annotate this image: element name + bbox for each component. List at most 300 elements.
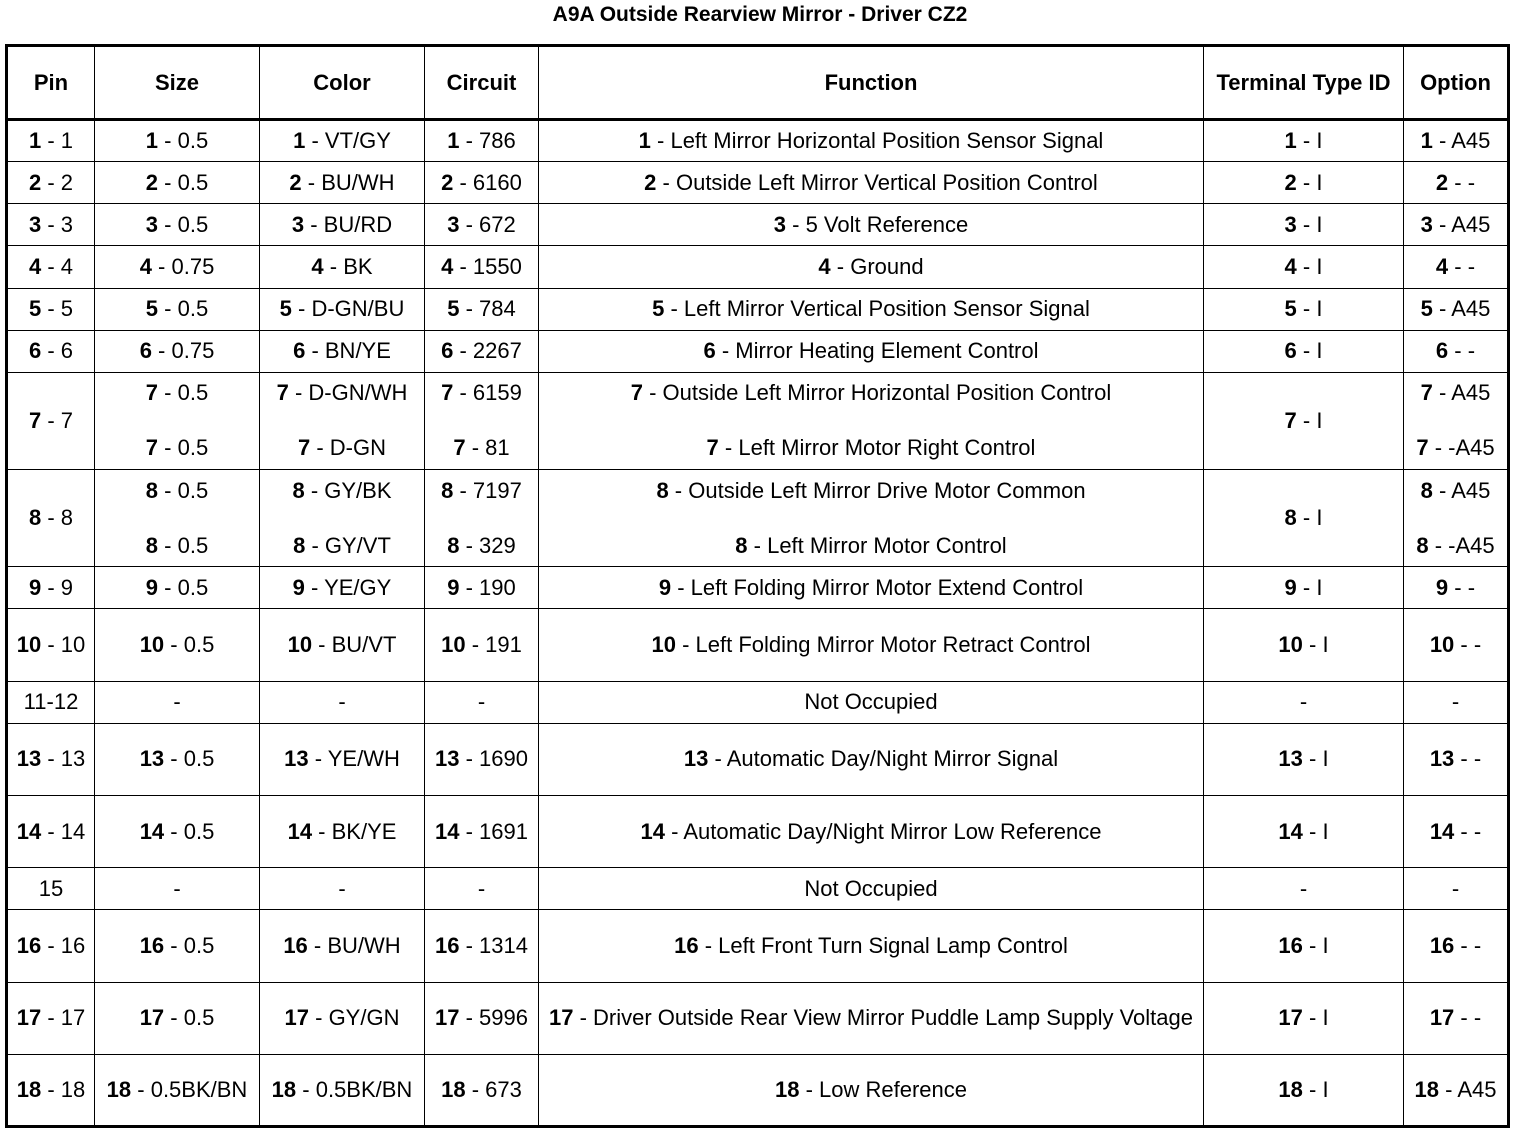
- size-value-text: -: [173, 689, 181, 715]
- cell-terminal: [1204, 204, 1404, 246]
- terminal-value-text: -: [1299, 689, 1308, 715]
- circuit-value: [428, 252, 535, 282]
- circuit-value: [428, 531, 535, 561]
- size-value: [98, 1003, 256, 1033]
- circuit-value: [428, 744, 535, 774]
- table-row: [7, 868, 1509, 910]
- cell-pin: [7, 609, 95, 681]
- color-value-text: - BU/VT: [312, 632, 397, 658]
- color-value-text: - GY/GN: [309, 1005, 400, 1031]
- size-value: [98, 252, 256, 282]
- function-value: [542, 817, 1200, 847]
- cell-function: [539, 162, 1204, 204]
- cell-pin: [7, 982, 95, 1054]
- color-value-number: 14: [287, 818, 313, 844]
- cell-function: [539, 609, 1204, 681]
- circuit-value-number: 1: [447, 128, 460, 154]
- size-value: [98, 126, 256, 156]
- cell-pin: [7, 120, 95, 162]
- size-value-number: 1: [145, 128, 159, 154]
- color-value-number: 9: [292, 574, 305, 600]
- size-value: [98, 573, 256, 603]
- color-value-number: 13: [284, 746, 309, 772]
- size-value-number: 9: [145, 574, 159, 600]
- option-value-text: - A45: [1432, 380, 1491, 406]
- table-row: [7, 288, 1509, 330]
- terminal-value-text: - I: [1296, 169, 1323, 195]
- size-value-text: - 0.75: [151, 338, 215, 364]
- option-value: [1407, 1003, 1504, 1033]
- option-value: [1407, 573, 1504, 603]
- circuit-value-number: 8: [441, 477, 454, 503]
- pin-value: [11, 1003, 91, 1033]
- pin-value-text: - 4: [41, 253, 74, 279]
- function-value-text: - Outside Left Mirror Drive Motor Common: [668, 477, 1086, 503]
- function-value: [542, 210, 1200, 240]
- circuit-value-number: 9: [447, 574, 460, 600]
- option-value-number: 17: [1429, 1005, 1455, 1031]
- cell-terminal: [1204, 288, 1404, 330]
- terminal-value-number: 4: [1284, 253, 1297, 279]
- color-value: [263, 336, 421, 366]
- color-value-text: - BK/YE: [312, 818, 397, 844]
- cell-function: [539, 868, 1204, 910]
- terminal-value-number: 9: [1284, 574, 1297, 600]
- option-value-text: -: [1451, 689, 1460, 715]
- cell-color: [260, 609, 425, 681]
- pin-value: [11, 817, 91, 847]
- cell-function: [539, 910, 1204, 982]
- pinout-table: [5, 44, 1510, 1128]
- size-value-number: 8: [145, 532, 159, 558]
- option-value-text: - -: [1448, 338, 1476, 364]
- function-value: [542, 252, 1200, 282]
- pin-value-text: - 10: [41, 632, 86, 658]
- circuit-value: [428, 931, 535, 961]
- size-value: [98, 531, 256, 561]
- color-value-text: - D-GN/BU: [291, 296, 405, 322]
- circuit-value: [428, 210, 535, 240]
- size-value: [98, 687, 256, 717]
- cell-circuit: [425, 204, 539, 246]
- cell-size: [95, 910, 260, 982]
- color-value-number: 5: [279, 296, 292, 322]
- cell-circuit: [425, 609, 539, 681]
- color-value: [263, 1075, 421, 1105]
- pin-value-text: 15: [38, 875, 64, 901]
- header-pin: Pin: [7, 46, 95, 120]
- option-value: [1407, 1075, 1504, 1105]
- size-value-text: - 0.5: [158, 296, 209, 322]
- color-value: [263, 378, 421, 408]
- color-value-number: 6: [293, 338, 306, 364]
- circuit-value-number: 4: [441, 253, 454, 279]
- cell-size: [95, 288, 260, 330]
- circuit-value-text: - 6160: [453, 169, 522, 195]
- pin-value-number: 4: [28, 253, 42, 279]
- option-value-text: - A45: [1432, 296, 1491, 322]
- pin-value-number: 5: [28, 296, 42, 322]
- circuit-value: [428, 1003, 535, 1033]
- color-value-text: - BU/WH: [301, 169, 395, 195]
- function-value: [542, 433, 1200, 463]
- terminal-value-number: 16: [1278, 932, 1303, 958]
- circuit-value: [428, 630, 535, 660]
- circuit-value: [428, 1075, 535, 1105]
- cell-color: [260, 982, 425, 1054]
- pin-value-number: 9: [28, 574, 42, 600]
- size-value-number: 10: [139, 632, 165, 658]
- function-value-text: - Low Reference: [799, 1076, 967, 1102]
- table-row: [7, 723, 1509, 795]
- color-value: [263, 531, 421, 561]
- size-value-text: - 0.5: [158, 435, 209, 461]
- circuit-value-text: - 7197: [453, 477, 522, 503]
- cell-option: [1404, 609, 1509, 681]
- terminal-value-text: - I: [1296, 296, 1323, 322]
- pin-value: [11, 1075, 91, 1105]
- size-value-number: 7: [145, 380, 159, 406]
- circuit-value-number: 5: [447, 296, 460, 322]
- terminal-value: [1207, 687, 1400, 717]
- option-value-text: - A45: [1432, 128, 1491, 154]
- size-value-text: - 0.5: [158, 128, 209, 154]
- cell-size: [95, 723, 260, 795]
- terminal-value: [1207, 573, 1400, 603]
- circuit-value-text: -: [477, 689, 486, 715]
- circuit-value: [428, 874, 535, 904]
- pin-value-number: 2: [28, 169, 42, 195]
- color-value-number: 3: [291, 211, 305, 237]
- color-value-number: 8: [292, 477, 305, 503]
- terminal-value: [1207, 1003, 1400, 1033]
- function-value-number: 2: [644, 169, 657, 195]
- function-value-number: 16: [674, 932, 699, 958]
- pin-value-text: - 18: [41, 1076, 86, 1102]
- pin-value-number: 18: [16, 1076, 42, 1102]
- color-value-number: 4: [311, 253, 324, 279]
- table-row: [7, 910, 1509, 982]
- cell-option: [1404, 567, 1509, 609]
- circuit-value-text: - 6159: [453, 380, 522, 406]
- option-value-number: 14: [1429, 818, 1455, 844]
- cell-terminal: [1204, 120, 1404, 162]
- cell-terminal: [1204, 868, 1404, 910]
- option-value-text: - A45: [1432, 477, 1491, 503]
- size-value-number: 6: [139, 338, 152, 364]
- pin-value-text: - 1: [41, 128, 74, 154]
- cell-terminal: [1204, 246, 1404, 288]
- circuit-value-number: 2: [441, 169, 454, 195]
- pin-value: [11, 503, 91, 533]
- cell-size: [95, 982, 260, 1054]
- size-value: [98, 433, 256, 463]
- option-value: [1407, 336, 1504, 366]
- size-value: [98, 476, 256, 506]
- pin-value-number: 17: [16, 1005, 42, 1031]
- terminal-value: [1207, 336, 1400, 366]
- circuit-value: [428, 433, 535, 463]
- function-value-number: 5: [652, 296, 665, 322]
- terminal-value-text: - I: [1302, 1005, 1329, 1031]
- table-row: [7, 120, 1509, 162]
- option-value-text: - -: [1454, 818, 1482, 844]
- color-value: [263, 433, 421, 463]
- circuit-value: [428, 687, 535, 717]
- size-value-number: 4: [139, 253, 152, 279]
- cell-circuit: [425, 723, 539, 795]
- pin-value-number: 3: [28, 211, 42, 237]
- function-value: [542, 531, 1200, 561]
- size-value-text: - 0.5: [158, 211, 209, 237]
- option-value: [1407, 531, 1504, 561]
- header-terminal-type-id: Terminal Type ID: [1204, 46, 1404, 120]
- terminal-value: [1207, 630, 1400, 660]
- circuit-value-text: - 1690: [459, 746, 528, 772]
- pin-value-text: - 16: [41, 932, 86, 958]
- pin-value-text: - 2: [41, 169, 74, 195]
- pin-value-text: - 7: [41, 407, 74, 433]
- cell-function: [539, 246, 1204, 288]
- header-circuit: Circuit: [425, 46, 539, 120]
- option-value-number: 10: [1429, 632, 1455, 658]
- option-value-text: -: [1451, 875, 1460, 901]
- color-value-text: -: [338, 689, 346, 715]
- size-value-text: - 0.5: [164, 818, 215, 844]
- cell-terminal: [1204, 162, 1404, 204]
- cell-option: [1404, 910, 1509, 982]
- terminal-value-text: - I: [1302, 632, 1329, 658]
- cell-function: [539, 120, 1204, 162]
- cell-pin: [7, 795, 95, 867]
- circuit-value: [428, 817, 535, 847]
- size-value-number: 18: [106, 1076, 132, 1102]
- table-row: [7, 470, 1509, 567]
- option-value-text: - -: [1454, 932, 1482, 958]
- circuit-value-number: 7: [453, 435, 466, 461]
- size-value-number: 7: [145, 435, 159, 461]
- terminal-value-number: 17: [1278, 1005, 1303, 1031]
- function-value-text: Not Occupied: [804, 875, 938, 901]
- size-value: [98, 1075, 256, 1105]
- terminal-value-number: 1: [1284, 128, 1297, 154]
- function-value: [542, 687, 1200, 717]
- cell-circuit: [425, 162, 539, 204]
- cell-circuit: [425, 681, 539, 723]
- color-value-number: 2: [289, 169, 302, 195]
- size-value-text: - 0.5: [164, 932, 215, 958]
- function-value: [542, 874, 1200, 904]
- cell-circuit: [425, 246, 539, 288]
- cell-color: [260, 204, 425, 246]
- option-value: [1407, 687, 1504, 717]
- function-value-number: 8: [735, 532, 748, 558]
- option-value-number: 7: [1420, 380, 1433, 406]
- cell-function: [539, 1054, 1204, 1126]
- terminal-value-number: 8: [1284, 505, 1297, 531]
- function-value-text: - Left Folding Mirror Motor Extend Control: [671, 574, 1084, 600]
- table-row: [7, 372, 1509, 469]
- option-value-text: - -: [1448, 169, 1476, 195]
- terminal-value-text: - I: [1302, 818, 1329, 844]
- option-value: [1407, 210, 1504, 240]
- function-value-number: 17: [548, 1005, 574, 1031]
- circuit-value-number: 3: [447, 211, 460, 237]
- color-value-number: 7: [276, 380, 289, 406]
- size-value: [98, 931, 256, 961]
- cell-option: [1404, 1054, 1509, 1126]
- cell-color: [260, 910, 425, 982]
- table-row: [7, 330, 1509, 372]
- cell-size: [95, 330, 260, 372]
- size-value: [98, 744, 256, 774]
- function-value: [542, 931, 1200, 961]
- cell-function: [539, 795, 1204, 867]
- color-value-text: -: [338, 875, 346, 901]
- cell-size: [95, 681, 260, 723]
- pin-value-text: - 14: [41, 818, 86, 844]
- function-value-number: 13: [683, 746, 709, 772]
- function-value: [542, 294, 1200, 324]
- terminal-value: [1207, 210, 1400, 240]
- size-value-number: 5: [145, 296, 159, 322]
- circuit-value: [428, 476, 535, 506]
- pin-value-text: - 8: [41, 505, 74, 531]
- terminal-value-number: 14: [1278, 818, 1303, 844]
- circuit-value-number: 7: [441, 380, 454, 406]
- color-value-text: - BN/YE: [305, 338, 391, 364]
- cell-function: [539, 204, 1204, 246]
- cell-size: [95, 120, 260, 162]
- option-value-text: - -: [1448, 253, 1476, 279]
- circuit-value-text: - 190: [459, 574, 516, 600]
- size-value-text: - 0.5: [158, 169, 209, 195]
- terminal-value-number: 2: [1284, 169, 1297, 195]
- color-value-text: - D-GN/WH: [288, 380, 408, 406]
- pin-value: [11, 406, 91, 436]
- circuit-value-text: - 5996: [459, 1005, 528, 1031]
- pin-value: [11, 252, 91, 282]
- table-row: [7, 681, 1509, 723]
- circuit-value-number: 17: [435, 1005, 460, 1031]
- color-value-text: - GY/BK: [304, 477, 392, 503]
- page-title: A9A Outside Rearview Mirror - Driver CZ2: [552, 3, 968, 26]
- cell-circuit: [425, 470, 539, 567]
- function-value: [542, 744, 1200, 774]
- circuit-value: [428, 126, 535, 156]
- function-value: [542, 630, 1200, 660]
- cell-pin: [7, 910, 95, 982]
- size-value-text: - 0.5: [164, 1005, 215, 1031]
- cell-terminal: [1204, 567, 1404, 609]
- option-value-number: 2: [1435, 169, 1449, 195]
- color-value: [263, 168, 421, 198]
- cell-size: [95, 246, 260, 288]
- color-value-number: 17: [284, 1005, 310, 1031]
- function-value-number: 7: [630, 380, 643, 406]
- circuit-value-number: 16: [435, 932, 460, 958]
- function-value-text: - Left Front Turn Signal Lamp Control: [698, 932, 1068, 958]
- size-value-number: 17: [139, 1005, 165, 1031]
- color-value: [263, 874, 421, 904]
- function-value-number: 1: [638, 128, 651, 154]
- table-row: [7, 795, 1509, 867]
- circuit-value: [428, 294, 535, 324]
- terminal-value-text: - I: [1302, 932, 1329, 958]
- function-value-text: - Outside Left Mirror Horizontal Position Control: [642, 380, 1112, 406]
- function-value-number: 8: [656, 477, 669, 503]
- function-value-text: - Driver Outside Rear View Mirror Puddle Lamp Supply Voltage: [573, 1005, 1194, 1031]
- cell-pin: [7, 567, 95, 609]
- color-value: [263, 1003, 421, 1033]
- terminal-value: [1207, 744, 1400, 774]
- color-value-number: 7: [297, 435, 311, 461]
- terminal-value-text: -: [1299, 875, 1308, 901]
- function-value-number: 9: [658, 574, 672, 600]
- cell-terminal: [1204, 609, 1404, 681]
- cell-color: [260, 1054, 425, 1126]
- function-value-text: - Mirror Heating Element Control: [715, 338, 1039, 364]
- function-value: [542, 1075, 1200, 1105]
- terminal-value: [1207, 1075, 1400, 1105]
- circuit-value-text: -: [477, 875, 486, 901]
- cell-size: [95, 470, 260, 567]
- option-value: [1407, 744, 1504, 774]
- option-value-text: - -: [1454, 632, 1482, 658]
- terminal-value-text: - I: [1302, 1076, 1329, 1102]
- cell-size: [95, 609, 260, 681]
- color-value-text: - GY/VT: [305, 532, 391, 558]
- size-value: [98, 874, 256, 904]
- size-value-text: - 0.5: [158, 380, 209, 406]
- terminal-value: [1207, 931, 1400, 961]
- cell-terminal: [1204, 330, 1404, 372]
- option-value-text: - -: [1454, 1005, 1482, 1031]
- pin-value-text: - 13: [41, 746, 86, 772]
- size-value-number: 13: [139, 746, 165, 772]
- option-value: [1407, 874, 1504, 904]
- terminal-value: [1207, 817, 1400, 847]
- size-value-number: 2: [145, 169, 159, 195]
- pin-value: [11, 210, 91, 240]
- table-row: [7, 982, 1509, 1054]
- cell-terminal: [1204, 910, 1404, 982]
- color-value-number: 1: [293, 128, 306, 154]
- terminal-value-text: - I: [1296, 253, 1323, 279]
- circuit-value: [428, 168, 535, 198]
- option-value-number: 7: [1416, 435, 1429, 461]
- function-value-number: 18: [774, 1076, 800, 1102]
- cell-color: [260, 120, 425, 162]
- pin-value-number: 8: [28, 505, 42, 531]
- size-value: [98, 378, 256, 408]
- pin-value: [11, 126, 91, 156]
- cell-pin: [7, 681, 95, 723]
- size-value-text: - 0.75: [151, 253, 215, 279]
- color-value-text: - BU/RD: [304, 211, 393, 237]
- cell-option: [1404, 795, 1509, 867]
- cell-terminal: [1204, 681, 1404, 723]
- function-value-number: 10: [651, 632, 676, 658]
- cell-circuit: [425, 567, 539, 609]
- circuit-value-text: - 784: [459, 296, 516, 322]
- color-value-number: 16: [283, 932, 308, 958]
- cell-size: [95, 372, 260, 469]
- terminal-value-number: 6: [1284, 338, 1297, 364]
- option-value-number: 3: [1420, 211, 1433, 237]
- option-value: [1407, 168, 1504, 198]
- circuit-value-text: - 786: [459, 128, 516, 154]
